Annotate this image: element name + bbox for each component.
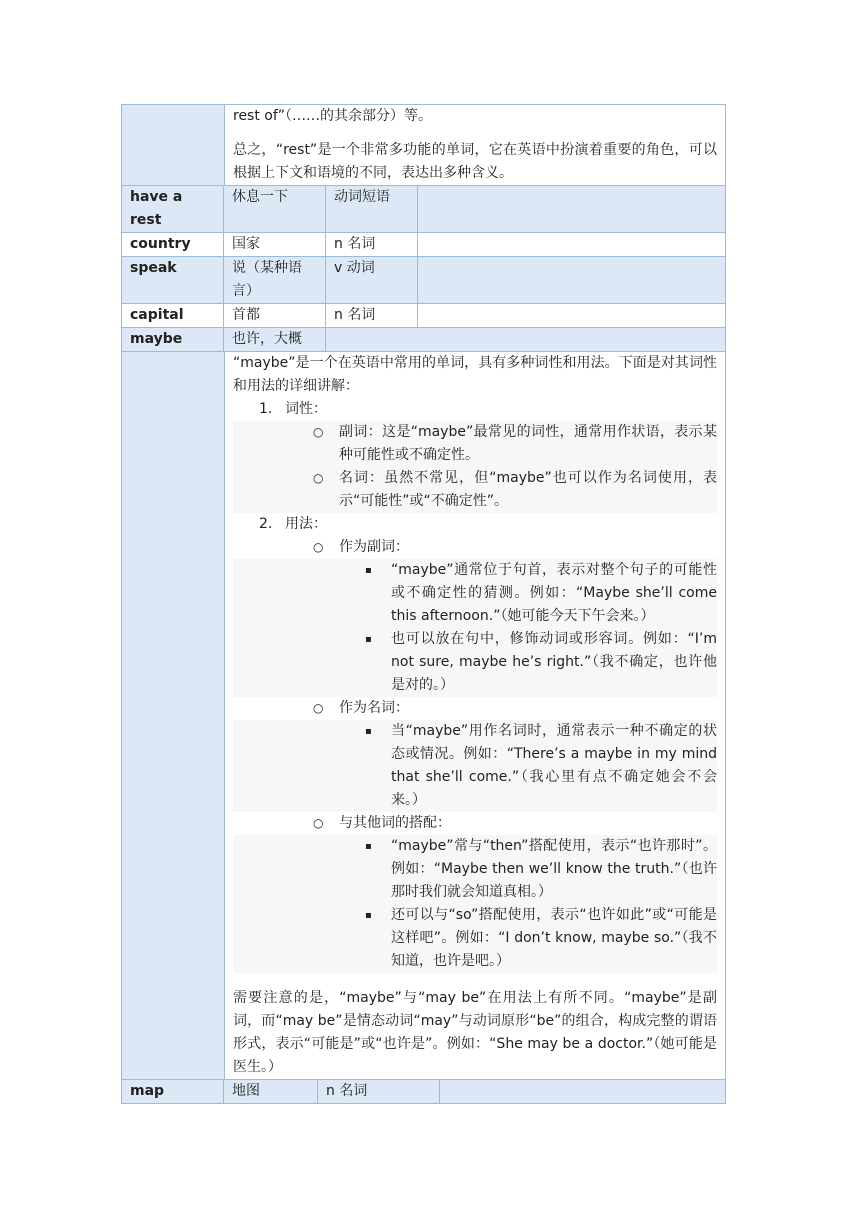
- pos-cell: v 动词: [326, 257, 418, 303]
- explanation-cell: [225, 105, 725, 185]
- list-item-text: “maybe”通常位于句首，表示对整个句子的可能性或不确定性的猜测。例如：“Maybe she’ll come this afternoon.”（她可能今天下午会来。）: [391, 562, 717, 624]
- maybe-note: 需要注意的是，“maybe”与“may be”在用法上有所不同。“maybe”是副词，而“may be”是情态动词“may”与动词原形“be”的组合，构成完整的谓语形式，表示“可能是”或“也许是”。例如：“She may be a doctor.”（她可能是医生。）: [233, 990, 717, 1075]
- rest-summary: 总之，“rest”是一个非常多功能的单词，它在英语中扮演着重要的角色，可以根据上下文和语境的不同，表达出多种含义。: [233, 142, 717, 181]
- word-cell: map: [122, 1080, 224, 1103]
- square-bullet-icon: ▪: [365, 841, 372, 852]
- list-item-text: 副词：这是“maybe”最常见的词性，通常用作状语，表示某种可能性或不确定性。: [339, 424, 717, 463]
- list-item: [233, 812, 717, 835]
- explanation-cell: [225, 352, 725, 1079]
- list-item-text: “maybe”常与“then”搭配使用，表示“也许那时”。例如：“Maybe then we’ll know the truth.”（也许那时我们就会知道真相。）: [391, 838, 717, 900]
- table-row: [121, 304, 726, 328]
- circle-bullet-icon: ○: [313, 540, 324, 554]
- section-number: 2.: [259, 516, 273, 532]
- section-heading: [233, 513, 717, 536]
- circle-bullet-icon: ○: [313, 701, 324, 715]
- list-item: [233, 720, 717, 812]
- vocabulary-table: [121, 104, 726, 1104]
- table-row: [121, 186, 726, 233]
- square-bullet-icon: ▪: [365, 565, 372, 576]
- note-cell: [418, 186, 725, 232]
- table-row: [121, 1080, 726, 1104]
- meaning-cell: 首都: [224, 304, 326, 327]
- list-item: [233, 467, 717, 513]
- circle-bullet-icon: ○: [313, 471, 324, 485]
- table-row-maybe-detail: [121, 352, 726, 1080]
- note-cell: [418, 257, 725, 303]
- list-item-text: 当“maybe”用作名词时，通常表示一种不确定的状态或情况。例如：“There’s a maybe in my mind that she’ll come.”（我心里有点不确定她会不会来。）: [391, 723, 717, 808]
- section-title: 词性：: [285, 401, 327, 417]
- word-cell: capital: [122, 304, 224, 327]
- note-cell: [440, 1080, 725, 1103]
- table-row: [121, 328, 726, 352]
- list-item: [233, 835, 717, 904]
- circle-bullet-icon: ○: [313, 425, 324, 439]
- list-item-text: 也可以放在句中，修饰动词或形容词。例如：“I’m not sure, maybe he’s right.”（我不确定，也许他是对的。）: [391, 631, 717, 693]
- list-item: [233, 628, 717, 697]
- list-item-text: 与其他词的搭配：: [339, 815, 451, 831]
- meaning-cell: 也许，大概: [224, 328, 326, 351]
- square-bullet-icon: ▪: [365, 726, 372, 737]
- note-cell: [326, 328, 725, 351]
- meaning-cell: 休息一下: [224, 186, 326, 232]
- word-cell: have a rest: [122, 186, 224, 232]
- meaning-cell: 国家: [224, 233, 326, 256]
- table-row: [121, 257, 726, 304]
- word-cell-empty: [122, 105, 225, 185]
- table-row: [121, 233, 726, 257]
- list-item: [233, 536, 717, 559]
- list-item: [233, 559, 717, 628]
- pos-cell: 动词短语: [326, 186, 418, 232]
- square-bullet-icon: ▪: [365, 634, 372, 645]
- meaning-cell: 地图: [224, 1080, 318, 1103]
- maybe-intro: “maybe”是一个在英语中常用的单词，具有多种词性和用法。下面是对其词性和用法的详细讲解：: [233, 355, 717, 394]
- word-cell: maybe: [122, 328, 224, 351]
- pos-cell: n 名词: [318, 1080, 440, 1103]
- square-bullet-icon: ▪: [365, 910, 372, 921]
- list-item: [233, 421, 717, 467]
- note-cell: [418, 304, 725, 327]
- list-item-text: 名词：虽然不常见，但“maybe”也可以作为名词使用，表示“可能性”或“不确定性”。: [339, 470, 717, 509]
- list-item-text: 还可以与“so”搭配使用，表示“也许如此”或“可能是这样吧”。例如：“I don’t know, maybe so.”（我不知道，也许是吧。）: [391, 907, 717, 969]
- pos-cell: n 名词: [326, 304, 418, 327]
- section-title: 用法：: [285, 516, 327, 532]
- table-row-rest-continued: [121, 104, 726, 186]
- word-cell: speak: [122, 257, 224, 303]
- section-heading: [233, 398, 717, 421]
- pos-cell: n 名词: [326, 233, 418, 256]
- word-cell: country: [122, 233, 224, 256]
- list-item-text: 作为名词：: [339, 700, 409, 716]
- rest-tail-line: rest of”（……的其余部分）等。: [233, 108, 433, 124]
- note-cell: [418, 233, 725, 256]
- list-item-text: 作为副词：: [339, 539, 409, 555]
- list-item: [233, 904, 717, 973]
- section-number: 1.: [259, 401, 273, 417]
- meaning-cell: 说（某种语言）: [224, 257, 326, 303]
- circle-bullet-icon: ○: [313, 816, 324, 830]
- word-cell-empty: [122, 352, 225, 1079]
- list-item: [233, 697, 717, 720]
